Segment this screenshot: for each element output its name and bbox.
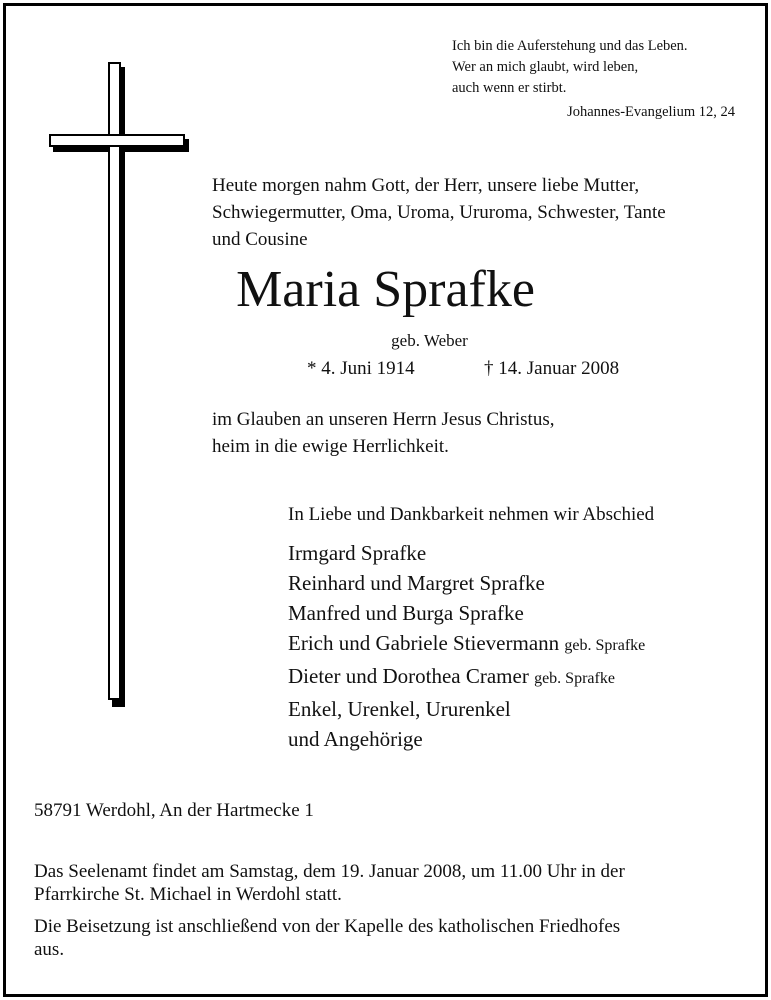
mourner-name: Irmgard Sprafke xyxy=(288,541,427,565)
farewell-line: In Liebe und Dankbarkeit nehmen wir Abschied xyxy=(288,504,655,525)
faith-text xyxy=(212,406,554,460)
mourner-note: geb. Sprafke xyxy=(534,670,615,687)
verse-line: Wer an mich glaubt, wird leben, xyxy=(452,59,639,75)
verse-line: Ich bin die Auferstehung und das Leben. xyxy=(452,38,688,54)
mourner-entry xyxy=(288,628,645,661)
intro-line: Schwiegermutter, Oma, Uroma, Ururoma, Schwester, Tante xyxy=(212,202,666,223)
deceased-name: Maria Sprafke xyxy=(236,261,535,318)
mourner-note: geb. Sprafke xyxy=(564,637,646,654)
faith-line: im Glauben an unseren Herrn Jesus Christus, xyxy=(212,409,555,430)
intro-line: und Cousine xyxy=(212,229,308,250)
mourner-name: Manfred und Burga Sprafke xyxy=(288,601,524,625)
verse-line: auch wenn er stirbt. xyxy=(452,80,567,96)
mourner-entry xyxy=(288,598,645,628)
mourner-name: und Angehörige xyxy=(288,727,423,751)
bible-verse xyxy=(452,36,688,99)
mourner-name: Reinhard und Margret Sprafke xyxy=(288,571,545,595)
mourner-entry xyxy=(288,661,645,694)
burial-notice xyxy=(34,915,620,961)
service-notice xyxy=(34,860,625,906)
burial-line: aus. xyxy=(34,939,65,960)
mourner-entry xyxy=(288,694,645,724)
death-date: † 14. Januar 2008 xyxy=(484,358,620,379)
address: 58791 Werdohl, An der Hartmecke 1 xyxy=(34,800,314,821)
service-line: Das Seelenamt findet am Samstag, dem 19. Januar 2008, um 11.00 Uhr in der xyxy=(34,861,625,882)
cross-icon xyxy=(47,62,189,704)
mourner-entry xyxy=(288,538,645,568)
burial-line: Die Beisetzung ist anschließend von der Kapelle des katholischen Friedhofes xyxy=(34,916,621,937)
mourner-entry xyxy=(288,568,645,598)
mourner-entry xyxy=(288,724,645,754)
verse-reference: Johannes-Evangelium 12, 24 xyxy=(567,104,735,120)
service-line: Pfarrkirche St. Michael in Werdohl statt. xyxy=(34,884,342,905)
faith-line: heim in die ewige Herrlichkeit. xyxy=(212,436,449,457)
intro-text xyxy=(212,172,666,253)
mourner-name: Enkel, Urenkel, Ururenkel xyxy=(288,697,511,721)
mourner-name: Erich und Gabriele Stievermann xyxy=(288,631,560,655)
maiden-name: geb. Weber xyxy=(391,331,468,350)
intro-line: Heute morgen nahm Gott, der Herr, unsere liebe Mutter, xyxy=(212,175,640,196)
mourner-name: Dieter und Dorothea Cramer xyxy=(288,664,529,688)
birth-date: * 4. Juni 1914 xyxy=(307,358,415,379)
mourners-list xyxy=(288,538,645,754)
